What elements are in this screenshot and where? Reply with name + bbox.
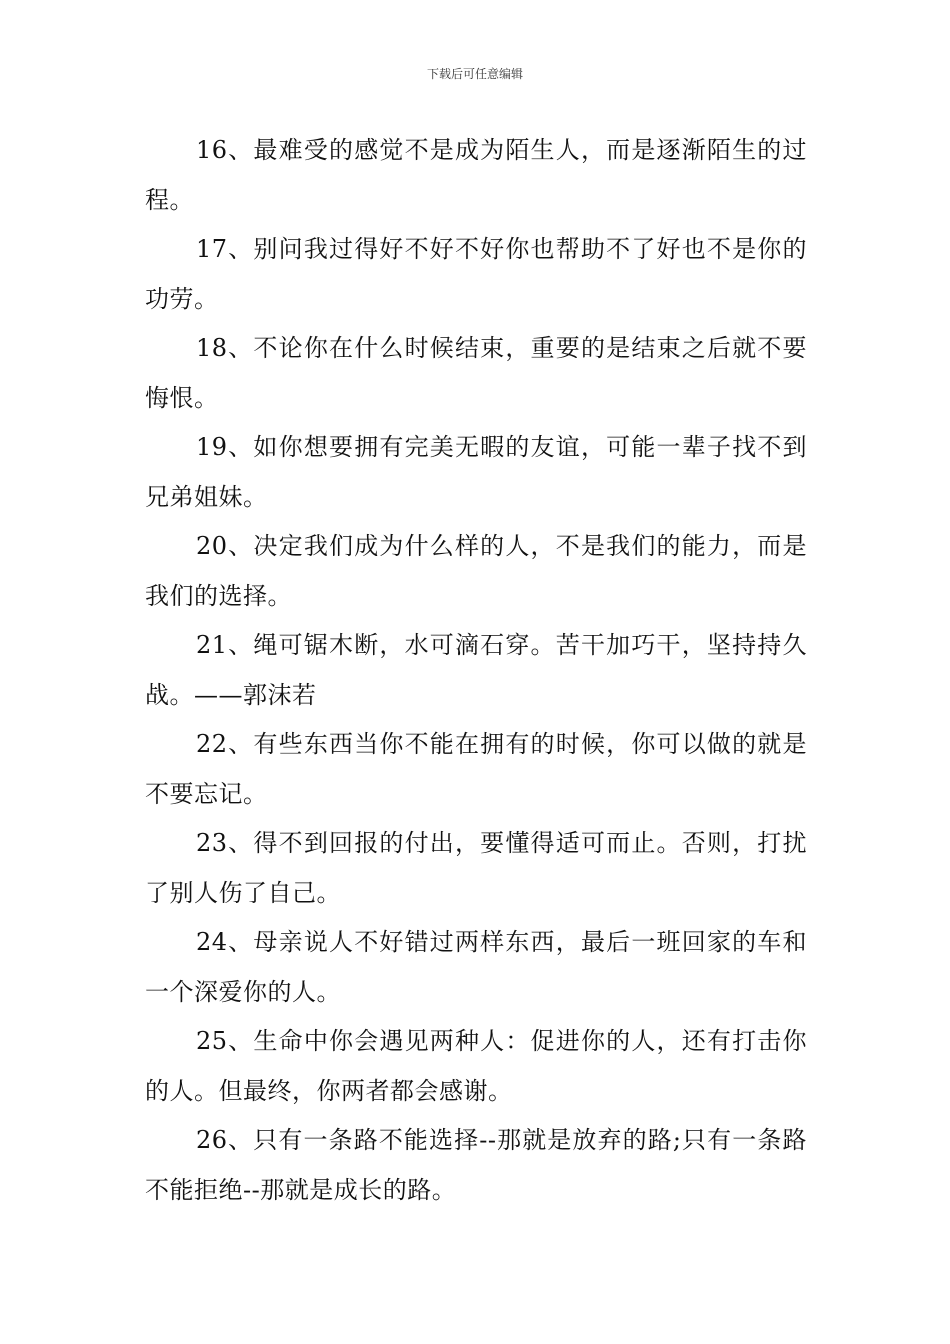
quote-paragraph: 17、别问我过得好不好不好你也帮助不了好也不是你的功劳。 [145, 235, 807, 313]
quote-paragraph: 25、生命中你会遇见两种人：促进你的人，还有打击你的人。但最终，你两者都会感谢。 [145, 1027, 807, 1105]
quote-paragraph: 18、不论你在什么时候结束，重要的是结束之后就不要悔恨。 [145, 334, 807, 412]
page-header: 下载后可任意编辑 [426, 67, 523, 81]
quote-paragraph: 16、最难受的感觉不是成为陌生人，而是逐渐陌生的过程。 [145, 136, 807, 214]
quote-paragraph: 21、绳可锯木断，水可滴石穿。苦干加巧干，坚持持久战。——郭沫若 [145, 631, 807, 709]
quote-paragraph: 26、只有一条路不能选择--那就是放弃的路;只有一条路不能拒绝--那就是成长的路。 [145, 1126, 807, 1204]
quote-paragraph: 22、有些东西当你不能在拥有的时候，你可以做的就是不要忘记。 [145, 730, 807, 808]
quote-paragraph: 24、母亲说人不好错过两样东西，最后一班回家的车和一个深爱你的人。 [145, 928, 807, 1006]
quote-paragraph: 19、如你想要拥有完美无暇的友谊，可能一辈子找不到兄弟姐妹。 [145, 433, 807, 511]
quote-paragraph: 20、决定我们成为什么样的人，不是我们的能力，而是我们的选择。 [145, 532, 807, 610]
quote-paragraph: 23、得不到回报的付出，要懂得适可而止。否则，打扰了别人伤了自己。 [145, 829, 807, 907]
document-body [145, 126, 807, 1215]
